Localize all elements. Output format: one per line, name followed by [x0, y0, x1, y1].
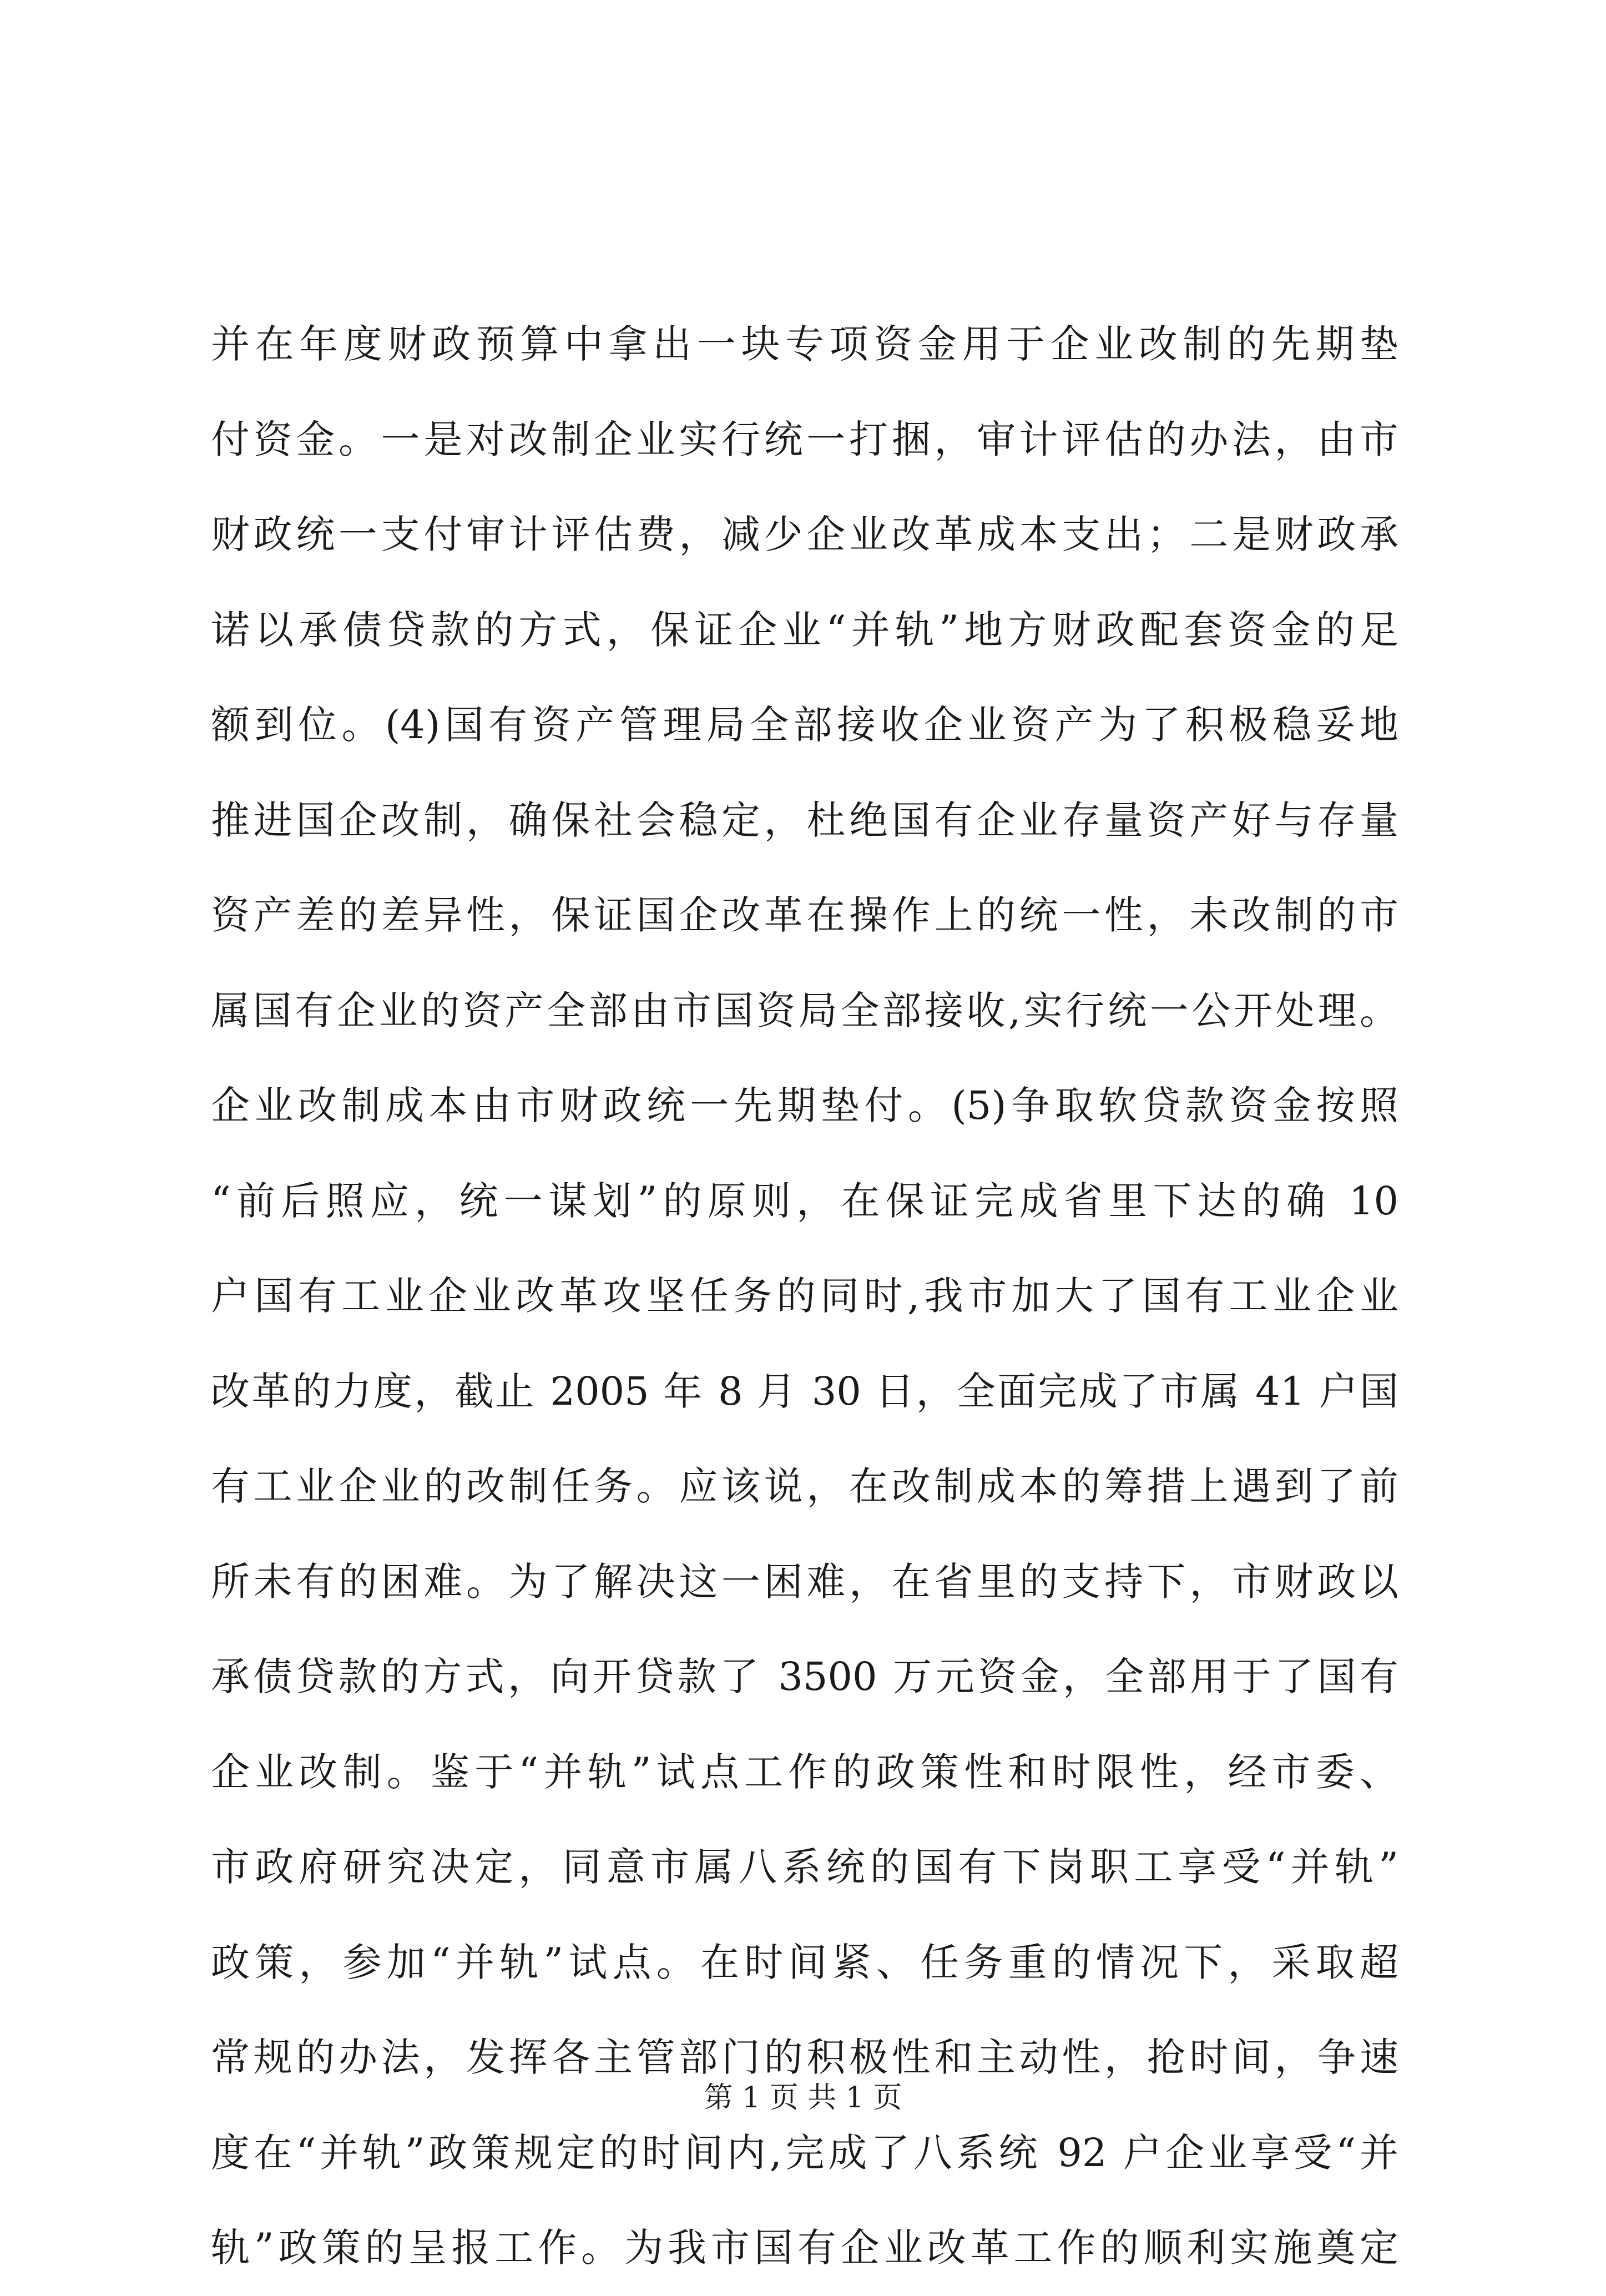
- text-line: 市政府研究决定，同意市属八系统的国有下岗职工享受“并轨”: [211, 1844, 1398, 1890]
- text-line: 推进国企改制，确保社会稳定，杜绝国有企业存量资产好与存量: [211, 797, 1398, 843]
- text-line: 属国有企业的资产全部由市国资局全部接收,实行统一公开处理。: [211, 987, 1398, 1033]
- text-line: 常规的办法，发挥各主管部门的积极性和主动性，抢时间，争速: [211, 2035, 1398, 2080]
- text-line: 并在年度财政预算中拿出一块专项资金用于企业改制的先期垫: [211, 321, 1398, 367]
- text-line: 付资金。一是对改制企业实行统一打捆，审计评估的办法，由市: [211, 416, 1398, 462]
- text-line: 所未有的困难。为了解决这一困难，在省里的支持下，市财政以: [211, 1558, 1398, 1604]
- text-line: “前后照应，统一谋划”的原则，在保证完成省里下达的确 10: [211, 1178, 1398, 1224]
- text-line: 政策，参加“并轨”试点。在时间紧、任务重的情况下，采取超: [211, 1939, 1398, 1985]
- text-line: 轨”政策的呈报工作。为我市国有企业改革工作的顺利实施奠定: [211, 2225, 1398, 2270]
- text-line: 诺以承债贷款的方式，保证企业“并轨”地方财政配套资金的足: [211, 607, 1398, 653]
- body-text: [211, 297, 1398, 2296]
- text-line: 有工业企业的改制任务。应该说，在改制成本的筹措上遇到了前: [211, 1464, 1398, 1509]
- page-footer: [0, 2078, 1606, 2117]
- text-line: 企业改制成本由市财政统一先期垫付。(5)争取软贷款资金按照: [211, 1083, 1398, 1128]
- text-line: 户国有工业企业改革攻坚任务的同时,我市加大了国有工业企业: [211, 1273, 1398, 1319]
- text-line: 度在“并轨”政策规定的时间内,完成了八系统 92 户企业享受“并: [211, 2130, 1398, 2176]
- text-line: 资产差的差异性，保证国企改革在操作上的统一性，未改制的市: [211, 892, 1398, 938]
- text-line: 额到位。(4)国有资产管理局全部接收企业资产为了积极稳妥地: [211, 702, 1398, 748]
- page-number-label: 第 1 页 共 1 页: [704, 2081, 902, 2115]
- text-line: 改革的力度，截止 2005 年 8 月 30 日，全面完成了市属 41 户国: [211, 1368, 1398, 1414]
- text-line: 企业改制。鉴于“并轨”试点工作的政策性和时限性，经市委、: [211, 1749, 1398, 1795]
- text-line: 承债贷款的方式，向开贷款了 3500 万元资金，全部用于了国有: [211, 1654, 1398, 1699]
- text-line: 财政统一支付审计评估费，减少企业改革成本支出；二是财政承: [211, 512, 1398, 557]
